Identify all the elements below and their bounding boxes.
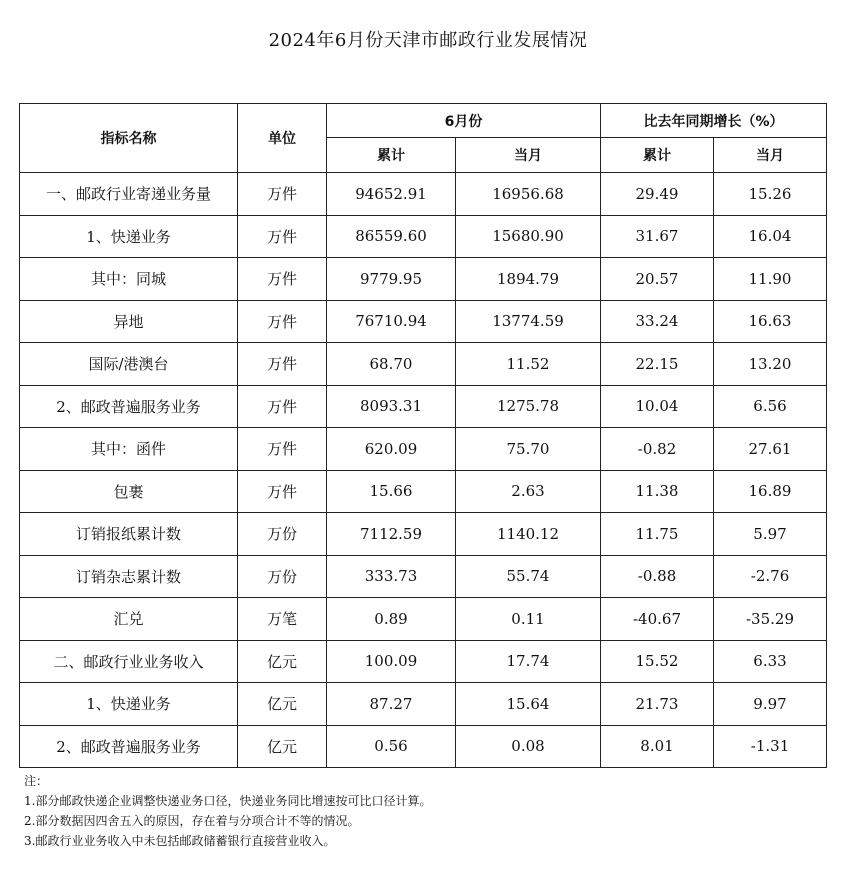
row-indicator-name: 2、邮政普遍服务业务 xyxy=(20,725,238,768)
row-june-current-month: 2.63 xyxy=(456,470,601,513)
row-yoy-current-month: 16.04 xyxy=(714,215,827,258)
header-june-cumulative: 累计 xyxy=(327,138,456,173)
row-june-current-month: 1275.78 xyxy=(456,385,601,428)
footnote-item: 1.部分邮政快递企业调整快递业务口径，快递业务同比增速按可比口径计算。 xyxy=(24,794,432,808)
footnotes xyxy=(24,771,431,851)
row-june-current-month: 0.11 xyxy=(456,598,601,641)
row-june-cumulative: 8093.31 xyxy=(327,385,456,428)
row-yoy-cumulative: 11.75 xyxy=(601,513,714,556)
row-yoy-cumulative: 22.15 xyxy=(601,343,714,386)
row-yoy-cumulative: 11.38 xyxy=(601,470,714,513)
table-row xyxy=(20,555,827,598)
row-indicator-name: 一、邮政行业寄递业务量 xyxy=(20,173,238,216)
row-yoy-current-month: -35.29 xyxy=(714,598,827,641)
row-june-current-month: 13774.59 xyxy=(456,300,601,343)
row-yoy-cumulative: -0.82 xyxy=(601,428,714,471)
row-yoy-cumulative: 20.57 xyxy=(601,258,714,301)
row-june-current-month: 16956.68 xyxy=(456,173,601,216)
row-june-cumulative: 15.66 xyxy=(327,470,456,513)
row-june-cumulative: 333.73 xyxy=(327,555,456,598)
row-unit: 万份 xyxy=(238,555,327,598)
row-unit: 万件 xyxy=(238,173,327,216)
row-indicator-name: 订销报纸累计数 xyxy=(20,513,238,556)
row-yoy-cumulative: -40.67 xyxy=(601,598,714,641)
row-indicator-name: 包裹 xyxy=(20,470,238,513)
row-unit: 亿元 xyxy=(238,683,327,726)
table-row xyxy=(20,640,827,683)
row-june-cumulative: 76710.94 xyxy=(327,300,456,343)
row-june-current-month: 1140.12 xyxy=(456,513,601,556)
row-june-cumulative: 620.09 xyxy=(327,428,456,471)
header-unit: 单位 xyxy=(238,104,327,173)
row-yoy-cumulative: 29.49 xyxy=(601,173,714,216)
table-row xyxy=(20,173,827,216)
header-yoy-cumulative: 累计 xyxy=(601,138,714,173)
row-yoy-cumulative: 15.52 xyxy=(601,640,714,683)
table-row xyxy=(20,470,827,513)
row-unit: 万件 xyxy=(238,470,327,513)
row-yoy-cumulative: 10.04 xyxy=(601,385,714,428)
row-yoy-current-month: 15.26 xyxy=(714,173,827,216)
row-unit: 万件 xyxy=(238,300,327,343)
row-yoy-current-month: 13.20 xyxy=(714,343,827,386)
row-yoy-current-month: 6.56 xyxy=(714,385,827,428)
row-june-cumulative: 0.89 xyxy=(327,598,456,641)
row-june-cumulative: 94652.91 xyxy=(327,173,456,216)
statistics-table xyxy=(19,103,827,768)
footnote-heading: 注： xyxy=(24,774,49,788)
row-yoy-current-month: 16.63 xyxy=(714,300,827,343)
row-yoy-current-month: 5.97 xyxy=(714,513,827,556)
row-yoy-current-month: 16.89 xyxy=(714,470,827,513)
row-yoy-cumulative: -0.88 xyxy=(601,555,714,598)
row-indicator-name: 国际/港澳台 xyxy=(20,343,238,386)
row-yoy-cumulative: 33.24 xyxy=(601,300,714,343)
header-yoy-current-month: 当月 xyxy=(714,138,827,173)
table-row xyxy=(20,215,827,258)
table-row xyxy=(20,683,827,726)
row-yoy-current-month: 9.97 xyxy=(714,683,827,726)
table-row xyxy=(20,598,827,641)
row-june-cumulative: 0.56 xyxy=(327,725,456,768)
table-row xyxy=(20,725,827,768)
page-title: 2024年6月份天津市邮政行业发展情况 xyxy=(268,30,588,51)
row-june-current-month: 15680.90 xyxy=(456,215,601,258)
row-june-cumulative: 7112.59 xyxy=(327,513,456,556)
row-indicator-name: 1、快递业务 xyxy=(20,215,238,258)
row-unit: 万笔 xyxy=(238,598,327,641)
row-yoy-current-month: 27.61 xyxy=(714,428,827,471)
header-june: 6月份 xyxy=(327,104,601,138)
row-june-current-month: 55.74 xyxy=(456,555,601,598)
row-indicator-name: 1、快递业务 xyxy=(20,683,238,726)
row-unit: 亿元 xyxy=(238,725,327,768)
row-yoy-current-month: -1.31 xyxy=(714,725,827,768)
row-june-current-month: 75.70 xyxy=(456,428,601,471)
row-unit: 万件 xyxy=(238,428,327,471)
header-indicator: 指标名称 xyxy=(20,104,238,173)
row-june-current-month: 0.08 xyxy=(456,725,601,768)
row-indicator-name: 订销杂志累计数 xyxy=(20,555,238,598)
footnote-item: 2.部分数据因四舍五入的原因，存在着与分项合计不等的情况。 xyxy=(24,814,360,828)
row-yoy-cumulative: 31.67 xyxy=(601,215,714,258)
row-june-cumulative: 86559.60 xyxy=(327,215,456,258)
row-june-cumulative: 100.09 xyxy=(327,640,456,683)
row-indicator-name: 其中：函件 xyxy=(20,428,238,471)
row-yoy-cumulative: 8.01 xyxy=(601,725,714,768)
table-row xyxy=(20,300,827,343)
row-yoy-current-month: -2.76 xyxy=(714,555,827,598)
row-june-cumulative: 68.70 xyxy=(327,343,456,386)
row-indicator-name: 其中：同城 xyxy=(20,258,238,301)
header-june-current-month: 当月 xyxy=(456,138,601,173)
row-indicator-name: 二、邮政行业业务收入 xyxy=(20,640,238,683)
table-body xyxy=(20,173,827,768)
row-unit: 万件 xyxy=(238,343,327,386)
footnote-item: 3.邮政行业业务收入中未包括邮政储蓄银行直接营业收入。 xyxy=(24,834,336,848)
row-june-current-month: 11.52 xyxy=(456,343,601,386)
row-unit: 亿元 xyxy=(238,640,327,683)
row-yoy-current-month: 11.90 xyxy=(714,258,827,301)
row-indicator-name: 异地 xyxy=(20,300,238,343)
table-row xyxy=(20,258,827,301)
row-june-current-month: 15.64 xyxy=(456,683,601,726)
row-unit: 万件 xyxy=(238,258,327,301)
row-june-current-month: 17.74 xyxy=(456,640,601,683)
row-june-current-month: 1894.79 xyxy=(456,258,601,301)
row-unit: 万件 xyxy=(238,215,327,258)
table-row xyxy=(20,428,827,471)
row-indicator-name: 2、邮政普遍服务业务 xyxy=(20,385,238,428)
row-june-cumulative: 9779.95 xyxy=(327,258,456,301)
table-row xyxy=(20,343,827,386)
row-yoy-current-month: 6.33 xyxy=(714,640,827,683)
row-unit: 万件 xyxy=(238,385,327,428)
row-indicator-name: 汇兑 xyxy=(20,598,238,641)
header-yoy: 比去年同期增长（%） xyxy=(601,104,827,138)
row-yoy-cumulative: 21.73 xyxy=(601,683,714,726)
table-row xyxy=(20,513,827,556)
row-june-cumulative: 87.27 xyxy=(327,683,456,726)
row-unit: 万份 xyxy=(238,513,327,556)
table-row xyxy=(20,385,827,428)
